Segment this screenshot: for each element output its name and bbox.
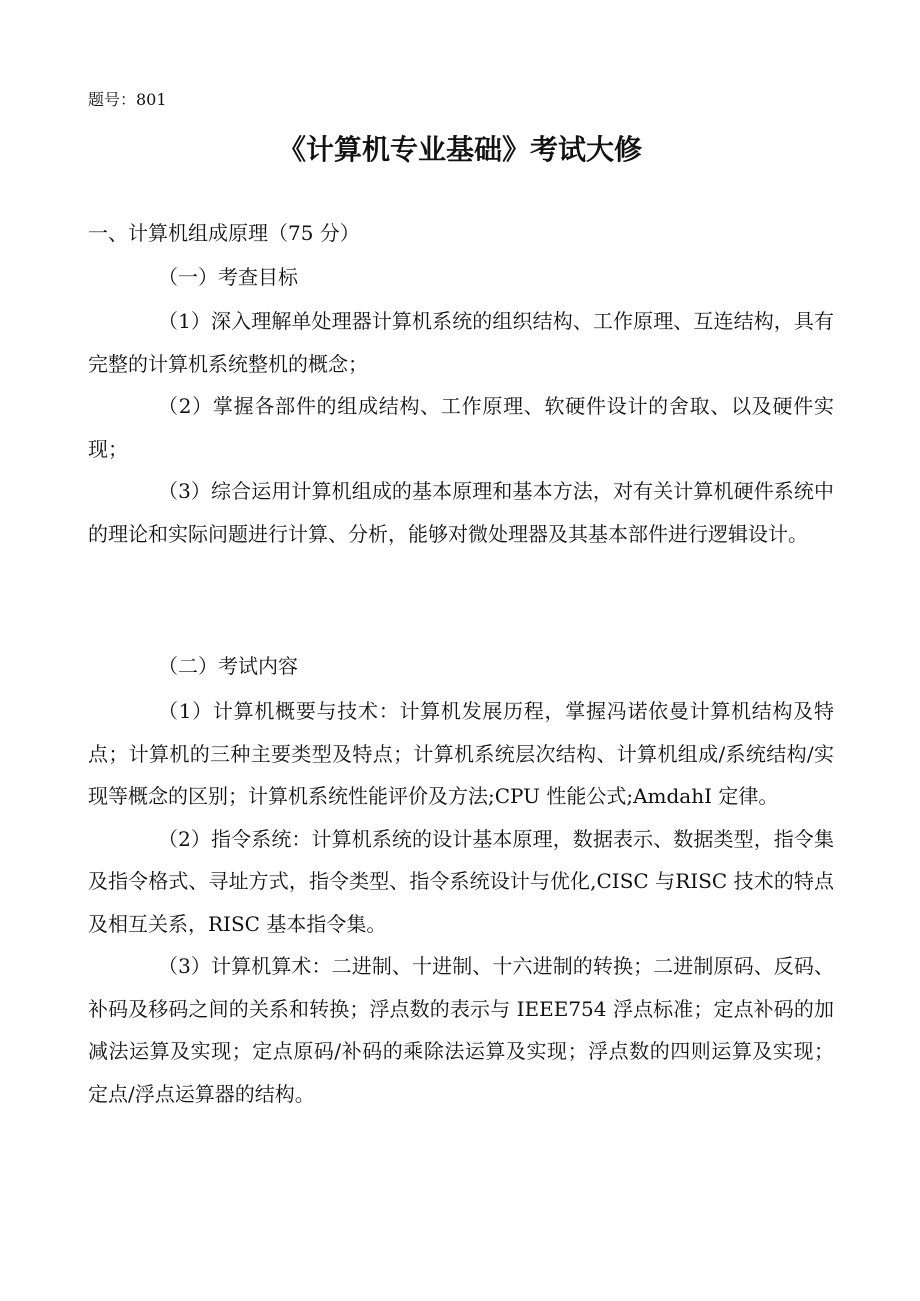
- content-heading: （二）考试内容: [158, 654, 298, 678]
- exam-number: 题号：801: [88, 90, 167, 109]
- goal-item-1: （1）深入理解单处理器计算机系统的组织结构、工作原理、互连结构，具有完整的计算机系统整机的概念；: [88, 309, 834, 376]
- document-title: 《计算机专业基础》考试大修: [277, 133, 642, 166]
- content-list: [88, 690, 834, 1115]
- content-item-1: （1）计算机概要与技术：计算机发展历程，掌握冯诺依曼计算机结构及特点；计算机的三种主要类型及特点；计算机系统层次结构、计算机组成/系统结构/实现等概念的区别；计算机系统性能评价及方法;CPU 性能公式;AmdahI 定律。: [88, 699, 834, 808]
- goal-item-3: （3）综合运用计算机组成的基本原理和基本方法，对有关计算机硬件系统中的理论和实际问题进行计算、分析，能够对微处理器及其基本部件进行逻辑设计。: [88, 479, 834, 546]
- content-item-3: （3）计算机算术：二进制、十进制、十六进制的转换；二进制原码、反码、补码及移码之间的关系和转换；浮点数的表示与 IEEE754 浮点标准；定点补码的加减法运算及实现；定点原码/补码的乘除法运算及实现；浮点数的四则运算及实现；定点/浮点运算器的结构。: [88, 954, 834, 1106]
- content-item-2: （2）指令系统：计算机系统的设计基本原理，数据表示、数据类型，指令集及指令格式、寻址方式，指令类型、指令系统设计与优化,CISC 与RISC 技术的特点及相互关系，RISC 基本指令集。: [88, 826, 834, 936]
- goals-list: [88, 300, 834, 555]
- section-heading-1: 一、计算机组成原理（75 分）: [88, 221, 360, 245]
- goal-item-2: （2）掌握各部件的组成结构、工作原理、软硬件设计的舍取、以及硬件实现；: [88, 394, 834, 461]
- goals-heading: （一）考查目标: [158, 265, 298, 289]
